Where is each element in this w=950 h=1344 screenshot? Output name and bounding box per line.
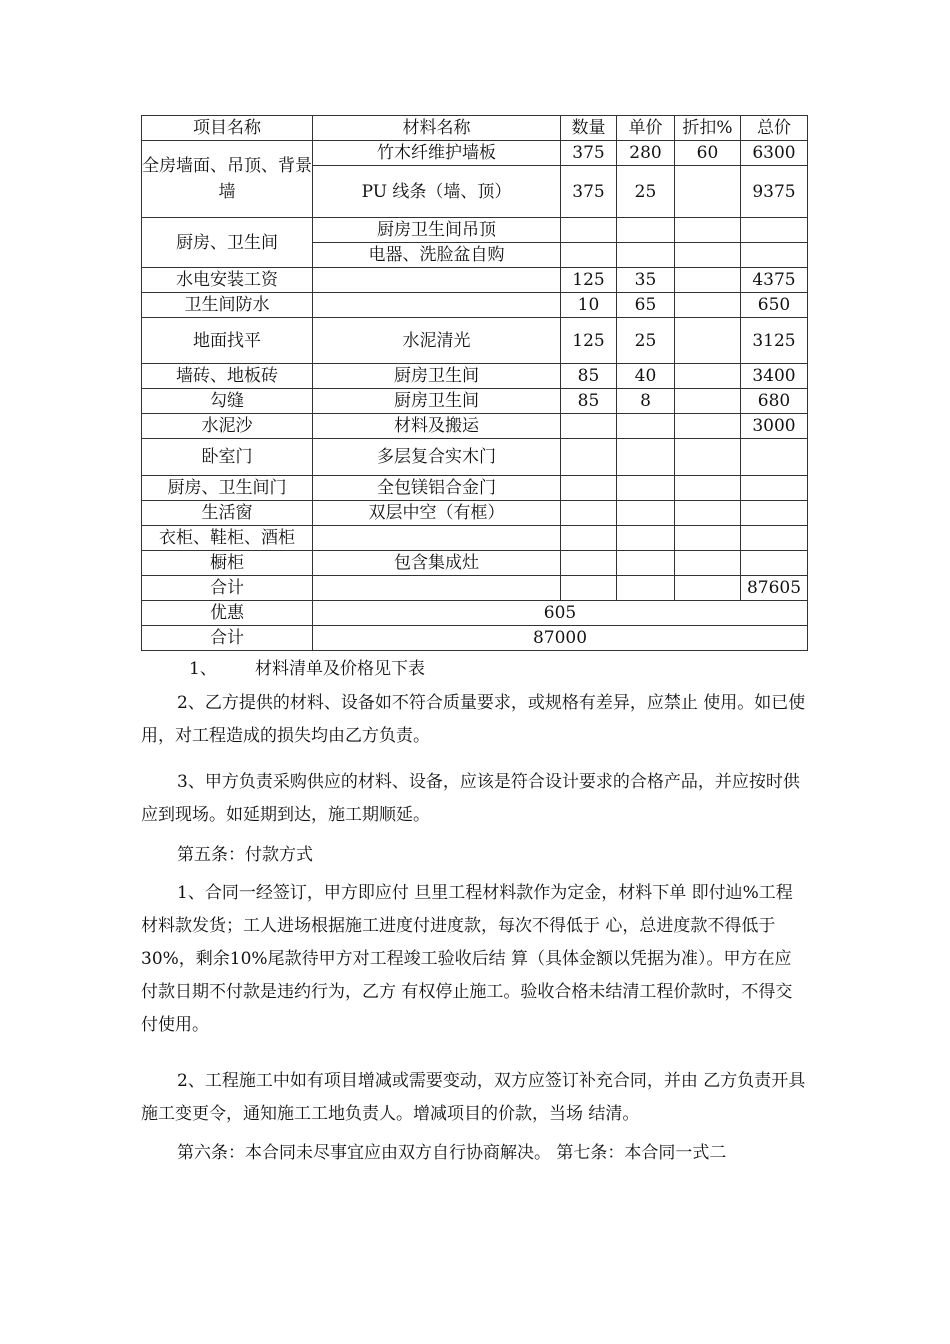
table-row bbox=[142, 526, 808, 551]
table-row bbox=[142, 551, 808, 576]
price-cell bbox=[617, 476, 675, 501]
item-cell: 厨房、卫生间门 bbox=[142, 476, 313, 501]
total-cell: 3125 bbox=[741, 318, 808, 364]
qty-cell: 125 bbox=[561, 268, 617, 293]
paragraph-1-text: 材料清单及价格见下表 bbox=[255, 659, 425, 679]
table-row bbox=[142, 268, 808, 293]
item-cell: 水电安装工资 bbox=[142, 268, 313, 293]
header-item: 项目名称 bbox=[142, 116, 313, 141]
table-header-row bbox=[142, 116, 808, 141]
price-cell: 280 bbox=[617, 141, 675, 166]
discount-cell bbox=[675, 576, 741, 601]
total-cell: 680 bbox=[741, 389, 808, 414]
quote-table bbox=[141, 115, 808, 651]
paragraph-1 bbox=[141, 655, 807, 683]
total-cell bbox=[741, 501, 808, 526]
item-cell: 勾缝 bbox=[142, 389, 313, 414]
section-heading-payment: 第五条：付款方式 bbox=[177, 845, 313, 865]
table-row bbox=[142, 318, 808, 364]
qty-cell: 375 bbox=[561, 166, 617, 218]
total-cell bbox=[741, 526, 808, 551]
total-cell: 87605 bbox=[741, 576, 808, 601]
total-cell bbox=[741, 243, 808, 268]
price-cell: 65 bbox=[617, 293, 675, 318]
total-cell: 9375 bbox=[741, 166, 808, 218]
qty-cell: 125 bbox=[561, 318, 617, 364]
price-cell: 8 bbox=[617, 389, 675, 414]
qty-cell: 375 bbox=[561, 141, 617, 166]
table-row bbox=[142, 439, 808, 476]
paragraph-3: 3、甲方负责采购供应的材料、设备，应该是符合设计要求的合格产品，并应按时供应到现场。如延期到达，施工期顺延。 bbox=[141, 772, 800, 825]
paragraph-2: 2、乙方提供的材料、设备如不符合质量要求，或规格有差异，应禁止 使用。如已使用，对工程造成的损失均由乙方负责。 bbox=[141, 693, 806, 746]
material-cell: 竹木纤维护墙板 bbox=[313, 141, 561, 166]
qty-cell bbox=[561, 414, 617, 439]
material-cell: 材料及搬运 bbox=[313, 414, 561, 439]
discount-cell bbox=[675, 166, 741, 218]
price-cell bbox=[617, 414, 675, 439]
material-cell bbox=[313, 526, 561, 551]
material-cell: PU 线条（墙、顶） bbox=[313, 166, 561, 218]
price-cell bbox=[617, 551, 675, 576]
qty-cell: 10 bbox=[561, 293, 617, 318]
total-cell: 650 bbox=[741, 293, 808, 318]
discount-cell bbox=[675, 551, 741, 576]
price-cell bbox=[617, 501, 675, 526]
discount-cell bbox=[675, 501, 741, 526]
final-total-value: 87000 bbox=[313, 626, 808, 651]
qty-cell bbox=[561, 476, 617, 501]
qty-cell bbox=[561, 576, 617, 601]
item-cell: 橱柜 bbox=[142, 551, 313, 576]
total-cell bbox=[741, 551, 808, 576]
header-material: 材料名称 bbox=[313, 116, 561, 141]
material-cell: 包含集成灶 bbox=[313, 551, 561, 576]
item-cell: 地面找平 bbox=[142, 318, 313, 364]
material-cell: 多层复合实木门 bbox=[313, 439, 561, 476]
final-total-row bbox=[142, 626, 808, 651]
price-cell: 25 bbox=[617, 166, 675, 218]
total-cell: 6300 bbox=[741, 141, 808, 166]
discount-cell bbox=[675, 268, 741, 293]
table-row bbox=[142, 501, 808, 526]
material-cell bbox=[313, 576, 561, 601]
table-row bbox=[142, 414, 808, 439]
discount-cell bbox=[675, 439, 741, 476]
table-row bbox=[142, 218, 808, 243]
price-cell: 25 bbox=[617, 318, 675, 364]
item-cell: 全房墙面、吊顶、背景墙 bbox=[142, 141, 313, 218]
price-cell bbox=[617, 439, 675, 476]
price-cell bbox=[617, 218, 675, 243]
paragraph-1-number: 1、 bbox=[189, 659, 217, 679]
header-qty: 数量 bbox=[561, 116, 617, 141]
item-cell: 墙砖、地板砖 bbox=[142, 364, 313, 389]
discount-cell bbox=[675, 243, 741, 268]
total-cell: 3400 bbox=[741, 364, 808, 389]
item-cell: 合计 bbox=[142, 576, 313, 601]
price-cell bbox=[617, 243, 675, 268]
paragraph-article-6: 第六条：本合同未尽事宜应由双方自行协商解决。 第七条：本合同一式二 bbox=[177, 1143, 727, 1163]
qty-cell bbox=[561, 218, 617, 243]
item-cell: 厨房、卫生间 bbox=[142, 218, 313, 268]
table-row bbox=[142, 293, 808, 318]
header-discount: 折扣% bbox=[675, 116, 741, 141]
discount-cell bbox=[675, 218, 741, 243]
price-cell: 40 bbox=[617, 364, 675, 389]
qty-cell bbox=[561, 501, 617, 526]
material-cell: 厨房卫生间 bbox=[313, 389, 561, 414]
qty-cell: 85 bbox=[561, 364, 617, 389]
item-cell: 水泥沙 bbox=[142, 414, 313, 439]
qty-cell bbox=[561, 551, 617, 576]
header-price: 单价 bbox=[617, 116, 675, 141]
item-cell: 卧室门 bbox=[142, 439, 313, 476]
discount-value: 605 bbox=[313, 601, 808, 626]
discount-label: 优惠 bbox=[142, 601, 313, 626]
discount-cell bbox=[675, 476, 741, 501]
material-cell: 水泥清光 bbox=[313, 318, 561, 364]
discount-cell bbox=[675, 318, 741, 364]
qty-cell bbox=[561, 439, 617, 476]
final-total-label: 合计 bbox=[142, 626, 313, 651]
paragraph-payment-2: 2、工程施工中如有项目增减或需要变动，双方应签订补充合同，并由 乙方负责开具施工变更令，通知施工工地负责人。增减项目的价款，当场 结清。 bbox=[141, 1071, 806, 1124]
discount-cell bbox=[675, 414, 741, 439]
material-cell: 双层中空（有框） bbox=[313, 501, 561, 526]
paragraph-payment-1: 1、合同一经签订，甲方即应付 旦里工程材料款作为定金，材料下单 即付辿%工程材料款发货；工人进场根据施工进度付进度款，每次不得低于 心，总进度款不得低于30%，剩余10%尾款待甲方对工程竣工验收后结 算（具体金额以凭据为准）。甲方在应付款日期不付款是违约行为，乙方 有权停止施工。验收合格未结清工程价款时，不得交付使用。 bbox=[141, 883, 793, 1035]
total-cell: 3000 bbox=[741, 414, 808, 439]
discount-row bbox=[142, 601, 808, 626]
total-cell bbox=[741, 439, 808, 476]
discount-cell bbox=[675, 364, 741, 389]
material-cell: 全包镁铝合金门 bbox=[313, 476, 561, 501]
material-cell: 厨房卫生间 bbox=[313, 364, 561, 389]
item-cell: 卫生间防水 bbox=[142, 293, 313, 318]
material-cell: 厨房卫生间吊顶 bbox=[313, 218, 561, 243]
table-row bbox=[142, 476, 808, 501]
table-row bbox=[142, 389, 808, 414]
item-cell: 生活窗 bbox=[142, 501, 313, 526]
discount-cell bbox=[675, 526, 741, 551]
total-cell bbox=[741, 218, 808, 243]
table-row bbox=[142, 141, 808, 166]
price-cell bbox=[617, 576, 675, 601]
subtotal-row bbox=[142, 576, 808, 601]
item-cell: 衣柜、鞋柜、酒柜 bbox=[142, 526, 313, 551]
total-cell bbox=[741, 476, 808, 501]
material-cell bbox=[313, 293, 561, 318]
price-cell bbox=[617, 526, 675, 551]
header-total: 总价 bbox=[741, 116, 808, 141]
table-row bbox=[142, 364, 808, 389]
qty-cell bbox=[561, 243, 617, 268]
total-cell: 4375 bbox=[741, 268, 808, 293]
material-cell: 电器、洗脸盆自购 bbox=[313, 243, 561, 268]
qty-cell: 85 bbox=[561, 389, 617, 414]
price-cell: 35 bbox=[617, 268, 675, 293]
discount-cell bbox=[675, 293, 741, 318]
discount-cell: 60 bbox=[675, 141, 741, 166]
qty-cell bbox=[561, 526, 617, 551]
discount-cell bbox=[675, 389, 741, 414]
material-cell bbox=[313, 268, 561, 293]
